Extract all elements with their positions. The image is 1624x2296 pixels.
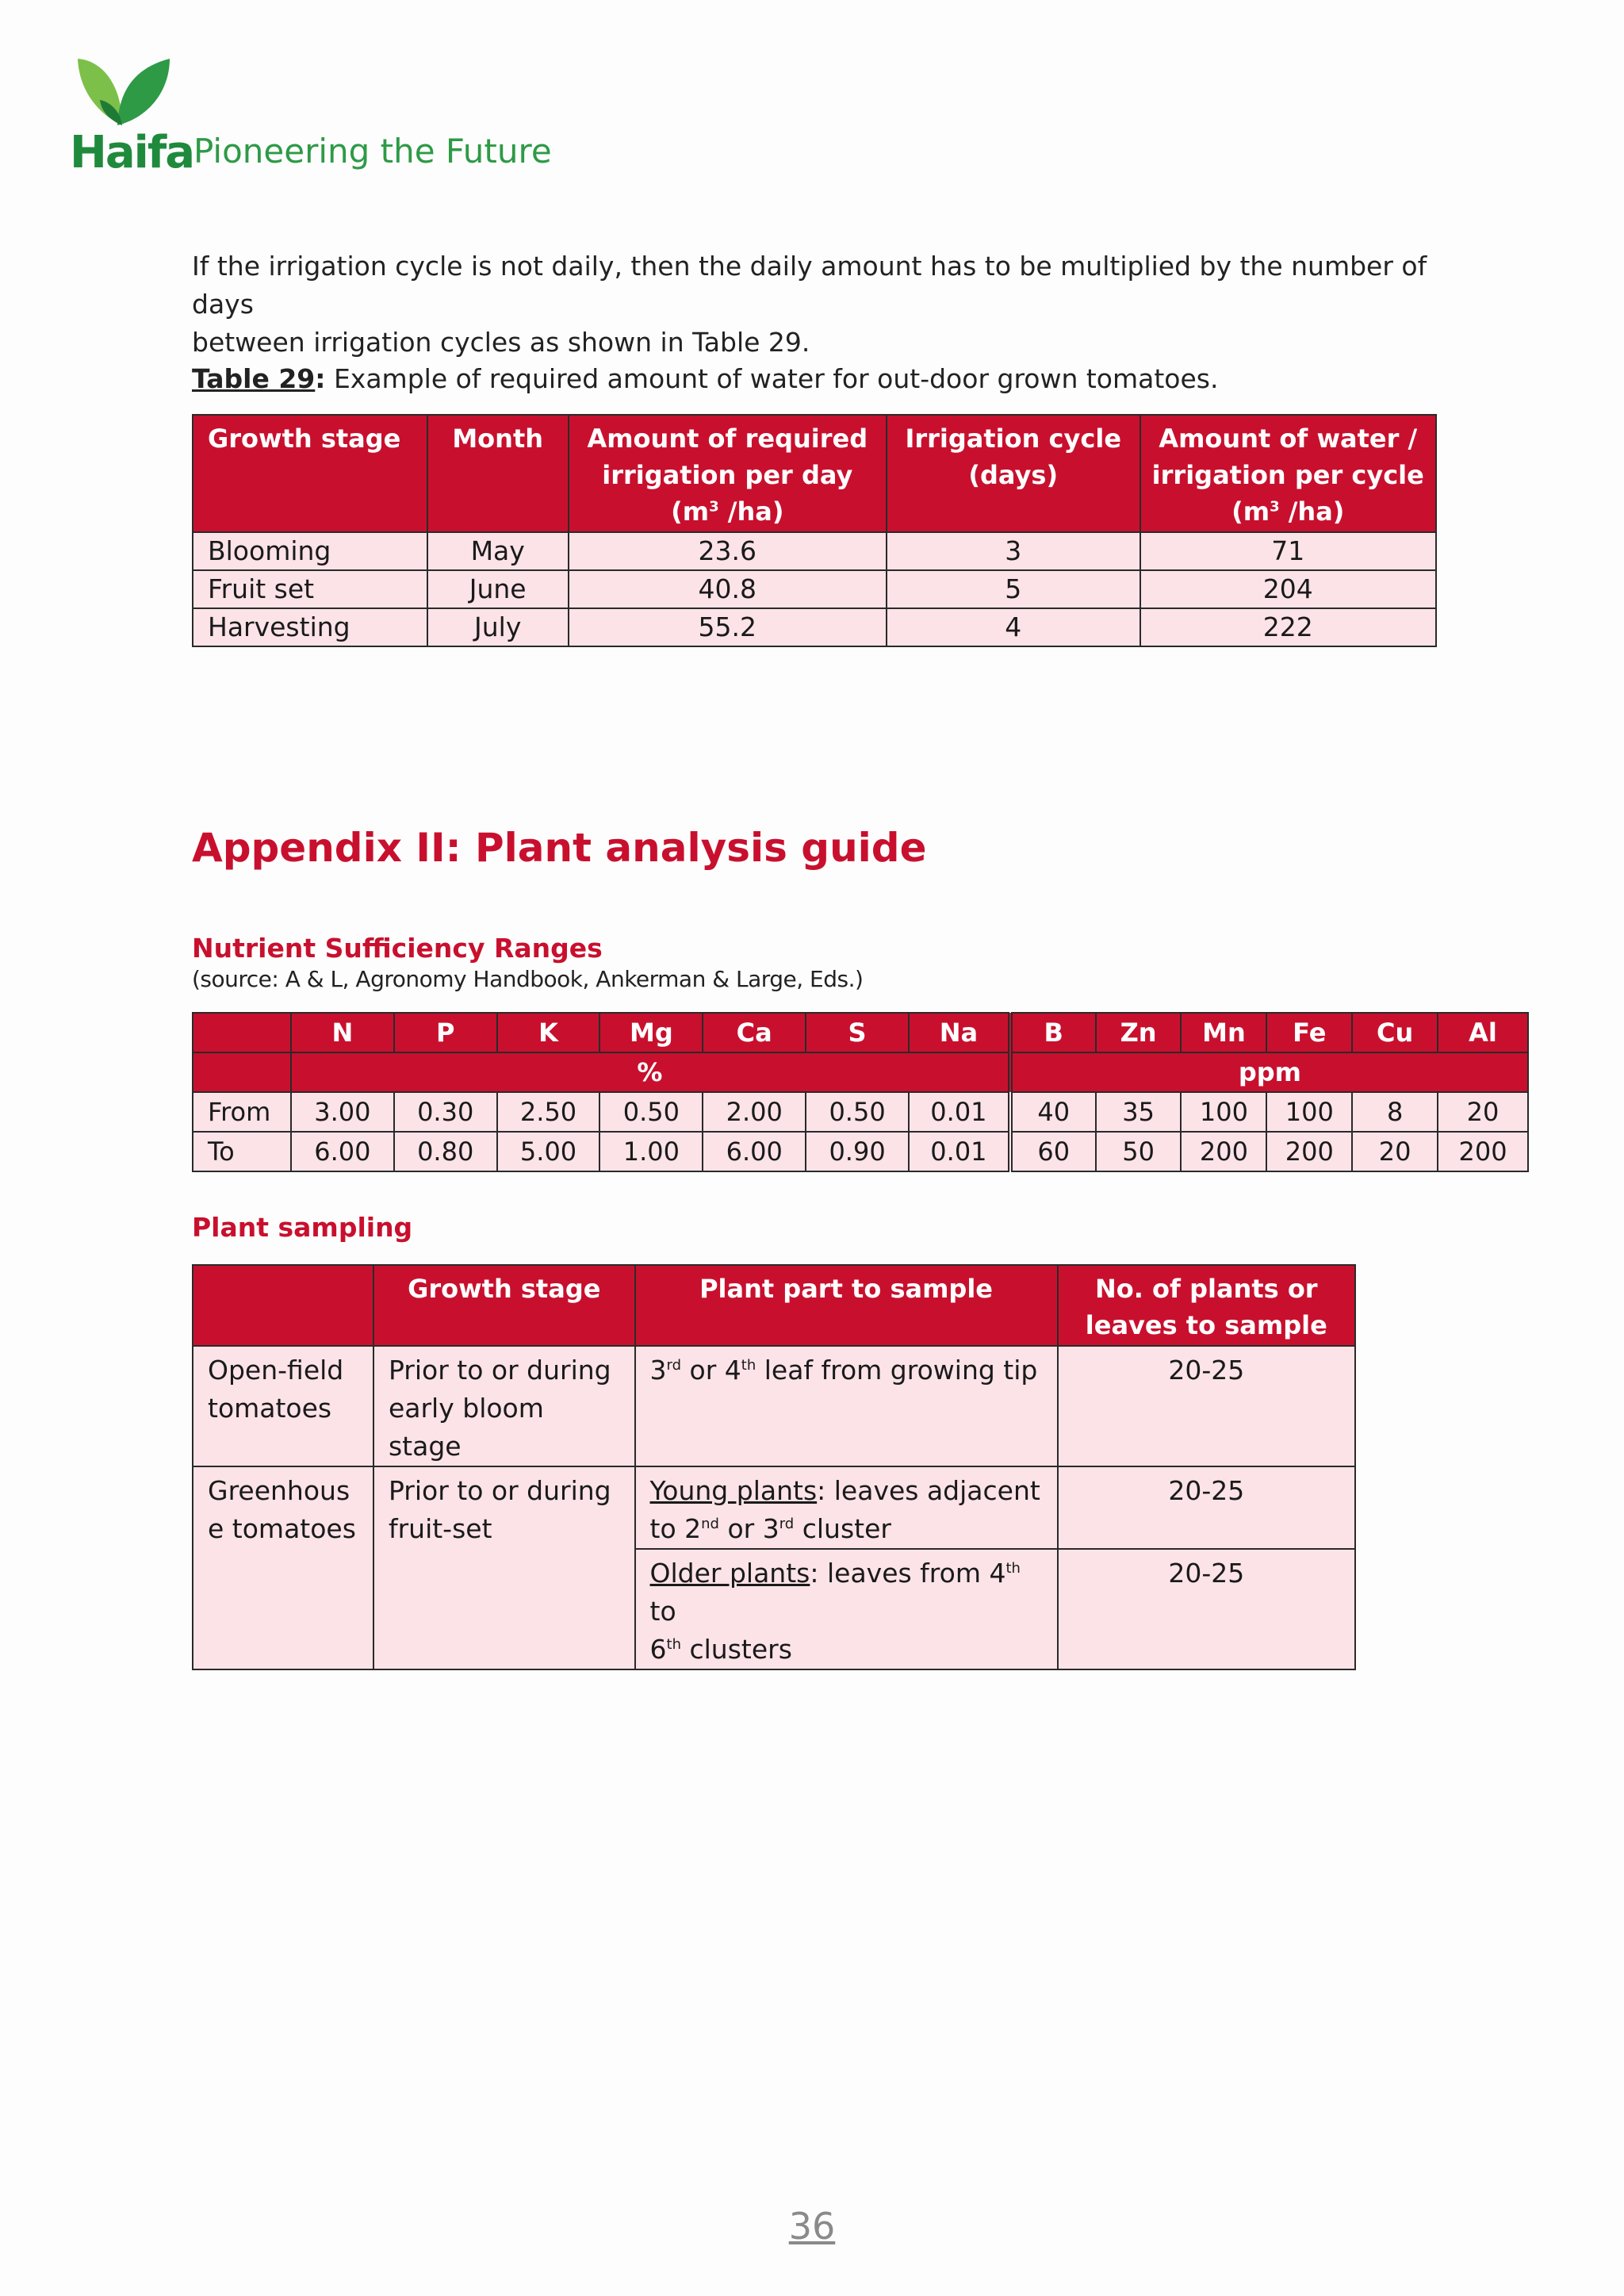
table-row: Harvesting July 55.2 4 222: [193, 608, 1436, 646]
intro-line-1: If the irrigation cycle is not daily, then the daily amount has to be multiplied by the number of days: [192, 251, 1427, 320]
count-greenhouse-young: 20-25: [1058, 1466, 1355, 1549]
intro-line-2: between irrigation cycles as shown in Table 29.: [192, 327, 810, 358]
stage-open-field: Prior to or during early bloom stage: [373, 1346, 635, 1466]
nutrient-header-cell: Ca: [703, 1013, 806, 1052]
table29-label: Table 29: [192, 363, 316, 394]
leaf-logo-icon: [70, 52, 181, 132]
part-greenhouse-young: Young plants: leaves adjacent to 2nd or 3rd cluster: [635, 1466, 1058, 1549]
count-open-field: 20-25: [1058, 1346, 1355, 1466]
nutrient-header-cell: P: [394, 1013, 497, 1052]
nutrient-unit-row: [193, 1052, 1528, 1092]
table-row: To 6.00 0.80 5.00 1.00 6.00 0.90 0.01 60 50 200 200 20 200: [193, 1132, 1528, 1171]
stage-greenhouse: Prior to or during fruit-set: [373, 1466, 635, 1669]
sampling-header-growth-stage: Growth stage: [373, 1265, 635, 1346]
nutrient-header-cell: Mn: [1181, 1013, 1266, 1052]
sampling-header-part: Plant part to sample: [635, 1265, 1058, 1346]
nutrient-header-cell: Zn: [1096, 1013, 1182, 1052]
table29-header-row: [193, 415, 1436, 532]
sampling-header-blank: [193, 1265, 373, 1346]
nutrient-header-cell: S: [806, 1013, 909, 1052]
plant-sampling-title: Plant sampling: [192, 1212, 413, 1243]
table-row: Blooming May 23.6 3 71: [193, 532, 1436, 570]
table29-caption-text: Example of required amount of water for out-door grown tomatoes.: [325, 363, 1219, 394]
table29: [192, 414, 1437, 647]
nutrient-unit-blank: [193, 1052, 291, 1092]
nutrient-header-row: [193, 1013, 1528, 1052]
nutrient-header-cell: Al: [1438, 1013, 1528, 1052]
part-greenhouse-older: Older plants: leaves from 4th to 6th clusters: [635, 1549, 1058, 1669]
sampling-header-row: [193, 1265, 1355, 1346]
nutrient-table: [192, 1012, 1529, 1172]
part-open-field: 3rd or 4th leaf from growing tip: [635, 1346, 1058, 1466]
nutrient-header-cell: Mg: [599, 1013, 703, 1052]
unit-ppm: ppm: [1010, 1052, 1528, 1092]
tagline: Pioneering the Future: [193, 132, 552, 171]
nutrient-header-cell: Cu: [1352, 1013, 1438, 1052]
table-row: [193, 1346, 1355, 1466]
nutrient-header-cell: N: [291, 1013, 394, 1052]
logo-wordmark: Haifa: [70, 127, 194, 178]
page-number: 36: [788, 2205, 836, 2248]
nsr-title: Nutrient Sufficiency Ranges: [192, 933, 603, 964]
table29-header-irrigation-cycle: Irrigation cycle (days): [887, 415, 1140, 532]
nutrient-header-cell: B: [1010, 1013, 1096, 1052]
nutrient-header-cell: Fe: [1266, 1013, 1352, 1052]
plant-sampling-table: [192, 1264, 1356, 1670]
crop-open-field: Open-field tomatoes: [193, 1346, 373, 1466]
nutrient-header-cell: K: [497, 1013, 600, 1052]
nsr-source: (source: A & L, Agronomy Handbook, Ankerman & Large, Eds.): [192, 966, 864, 992]
intro-paragraph: [192, 247, 1461, 362]
table29-header-amount-water: Amount of water / irrigation per cycle ($m^3$ /ha): [1140, 415, 1436, 532]
nutrient-header-blank: [193, 1013, 291, 1052]
unit-percent: %: [291, 1052, 1010, 1092]
table29-header-amount-required: Amount of required irrigation per day ($m^3$ /ha): [569, 415, 887, 532]
table-row: Fruit set June 40.8 5 204: [193, 570, 1436, 608]
sampling-header-count: No. of plants or leaves to sample: [1058, 1265, 1355, 1346]
table-row: [193, 1466, 1355, 1549]
table29-header-growth-stage: Growth stage: [193, 415, 427, 532]
table29-header-month: Month: [427, 415, 569, 532]
appendix-title: Appendix II: Plant analysis guide: [192, 825, 927, 871]
count-greenhouse-older: 20-25: [1058, 1549, 1355, 1669]
nutrient-header-cell: Na: [909, 1013, 1010, 1052]
crop-greenhouse: Greenhous e tomatoes: [193, 1466, 373, 1669]
table-row: From 3.00 0.30 2.50 0.50 2.00 0.50 0.01 40 35 100 100 8 20: [193, 1092, 1528, 1132]
table29-caption: Table 29: Example of required amount of water for out-door grown tomatoes.: [192, 363, 1219, 394]
